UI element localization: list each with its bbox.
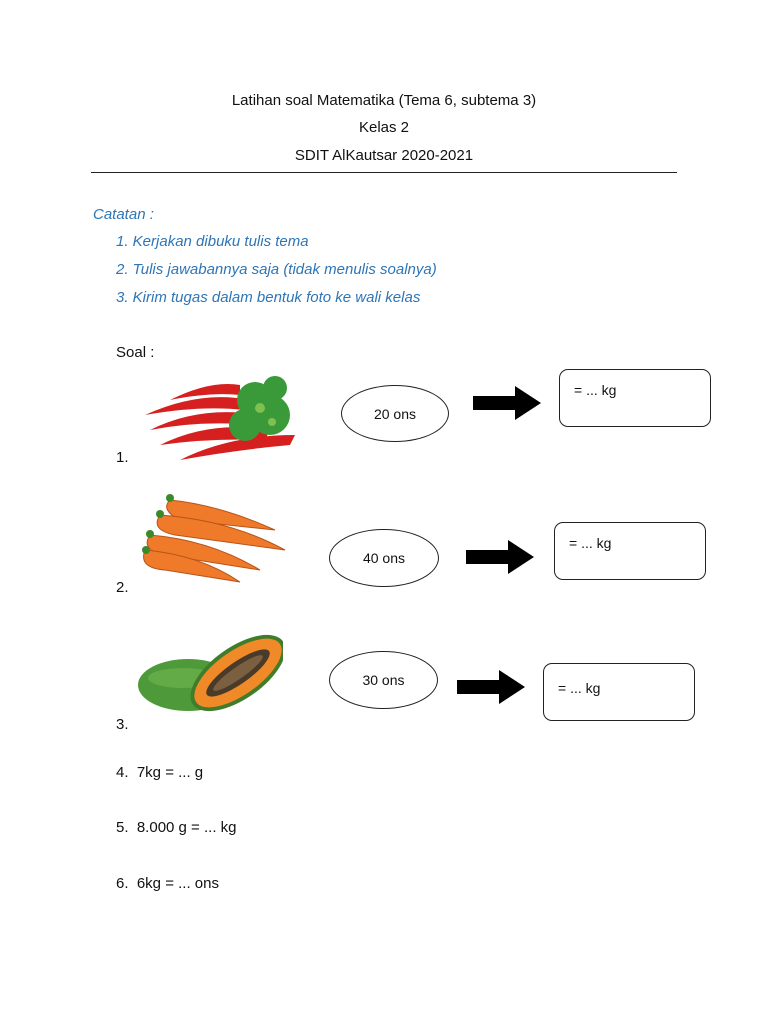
papaya-image (138, 623, 283, 721)
question-number: 1. (116, 449, 129, 466)
given-value: 20 ons (373, 405, 417, 422)
question-number: 3. (116, 716, 129, 733)
header-divider (91, 172, 677, 173)
notes-label: Catatan : (93, 206, 154, 223)
class-label: Kelas 2 (358, 119, 410, 136)
note-item: 1. Kerjakan dibuku tulis tema (116, 233, 309, 250)
given-value-ellipse (329, 651, 438, 709)
question-item: 6. 6kg = ... ons (116, 875, 219, 892)
answer-box[interactable] (559, 369, 711, 427)
answer-box[interactable] (543, 663, 695, 721)
question-item: 5. 8.000 g = ... kg (116, 819, 237, 836)
chili-broccoli-image (140, 370, 300, 465)
given-value: 40 ons (362, 550, 406, 566)
answer-placeholder: = ... kg (574, 382, 617, 398)
given-value-ellipse (329, 529, 439, 587)
arrow-right-icon (473, 386, 541, 420)
school-label: SDIT AlKautsar 2020-2021 (294, 147, 474, 164)
note-item: 2. Tulis jawabannya saja (tidak menulis soalnya) (116, 261, 437, 278)
given-value: 30 ons (362, 672, 405, 688)
question-number: 2. (116, 579, 129, 596)
answer-placeholder: = ... kg (558, 680, 601, 696)
arrow-right-icon (466, 540, 534, 574)
answer-box[interactable] (554, 522, 706, 580)
answer-placeholder: = ... kg (569, 535, 612, 551)
note-item: 3. Kirim tugas dalam bentuk foto ke wali kelas (116, 289, 421, 306)
given-value-ellipse (341, 385, 449, 442)
questions-label: Soal : (116, 344, 155, 361)
arrow-right-icon (457, 670, 525, 704)
question-item: 4. 7kg = ... g (116, 764, 204, 781)
carrots-image (140, 490, 286, 586)
worksheet-title: Latihan soal Matematika (Tema 6, subtema 3) (231, 92, 537, 109)
